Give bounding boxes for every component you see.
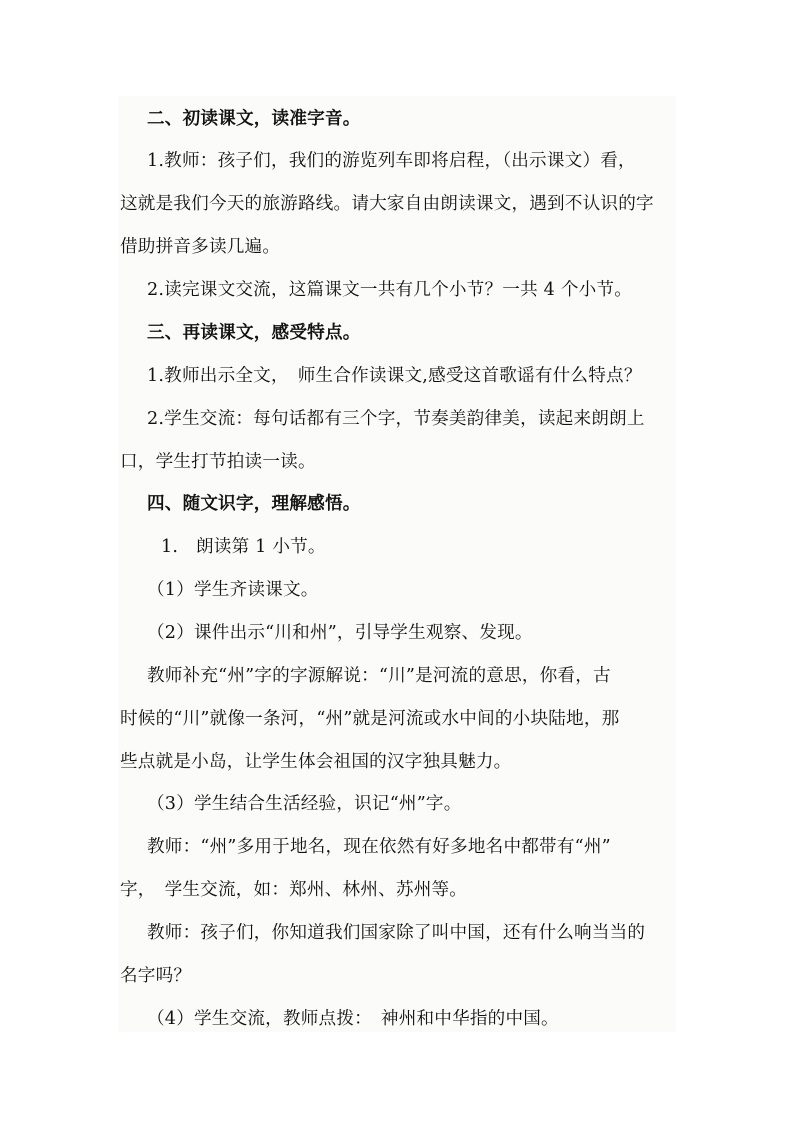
paragraph-line: 教师：孩子们，你知道我们国家除了叫中国，还有什么响当当的 bbox=[147, 923, 646, 943]
paragraph-line: 借助拼音多读几遍。 bbox=[120, 237, 281, 257]
paragraph-line: （4）学生交流，教师点拨： 神州和中华指的中国。 bbox=[147, 1009, 559, 1029]
paragraph-line: 教师：“州”多用于地名，现在依然有好多地名中都带有“州” bbox=[147, 837, 611, 857]
paragraph-line: 2.读完课文交流，这篇课文一共有几个小节？一共 4 个小节。 bbox=[147, 280, 633, 300]
paragraph-line: （1）学生齐读课文。 bbox=[147, 580, 319, 600]
heading-4: 四、随文识字，理解感悟。 bbox=[147, 493, 361, 514]
paragraph-line: 字， 学生交流，如：郑州、林州、苏州等。 bbox=[120, 880, 468, 900]
heading-3: 三、再读课文，感受特点。 bbox=[147, 322, 361, 343]
paragraph-line: 1.教师出示全文， 师生合作读课文,感受这首歌谣有什么特点？ bbox=[147, 366, 642, 386]
paragraph-line: 教师补充“州”字的字源解说：“川”是河流的意思，你看，古 bbox=[147, 666, 611, 686]
paragraph-line: （2）课件出示“川和州”，引导学生观察、发现。 bbox=[147, 623, 533, 643]
paragraph-line: 名字吗？ bbox=[120, 966, 192, 986]
paragraph-line: 些点就是小岛，让学生体会祖国的汉字独具魅力。 bbox=[120, 752, 512, 772]
numbered-item: 1. 朗读第 1 小节。 bbox=[161, 537, 326, 557]
paragraph-line: 这就是我们今天的旅游路线。请大家自由朗读课文，遇到不认识的字 bbox=[120, 194, 654, 214]
paragraph-line: 时候的“川”就像一条河，“州”就是河流或水中间的小块陆地，那 bbox=[120, 709, 620, 729]
paragraph-line: 1.教师：孩子们，我们的游览列车即将启程，（出示课文）看， bbox=[147, 151, 636, 171]
paragraph-line: 2.学生交流：每句话都有三个字，节奏美韵律美，读起来朗朗上 bbox=[147, 409, 645, 429]
paragraph-line: （3）学生结合生活经验，识记“州”字。 bbox=[147, 794, 462, 814]
heading-2: 二、初读课文，读准字音。 bbox=[147, 108, 361, 129]
paragraph-line: 口，学生打节拍读一读。 bbox=[120, 452, 316, 472]
